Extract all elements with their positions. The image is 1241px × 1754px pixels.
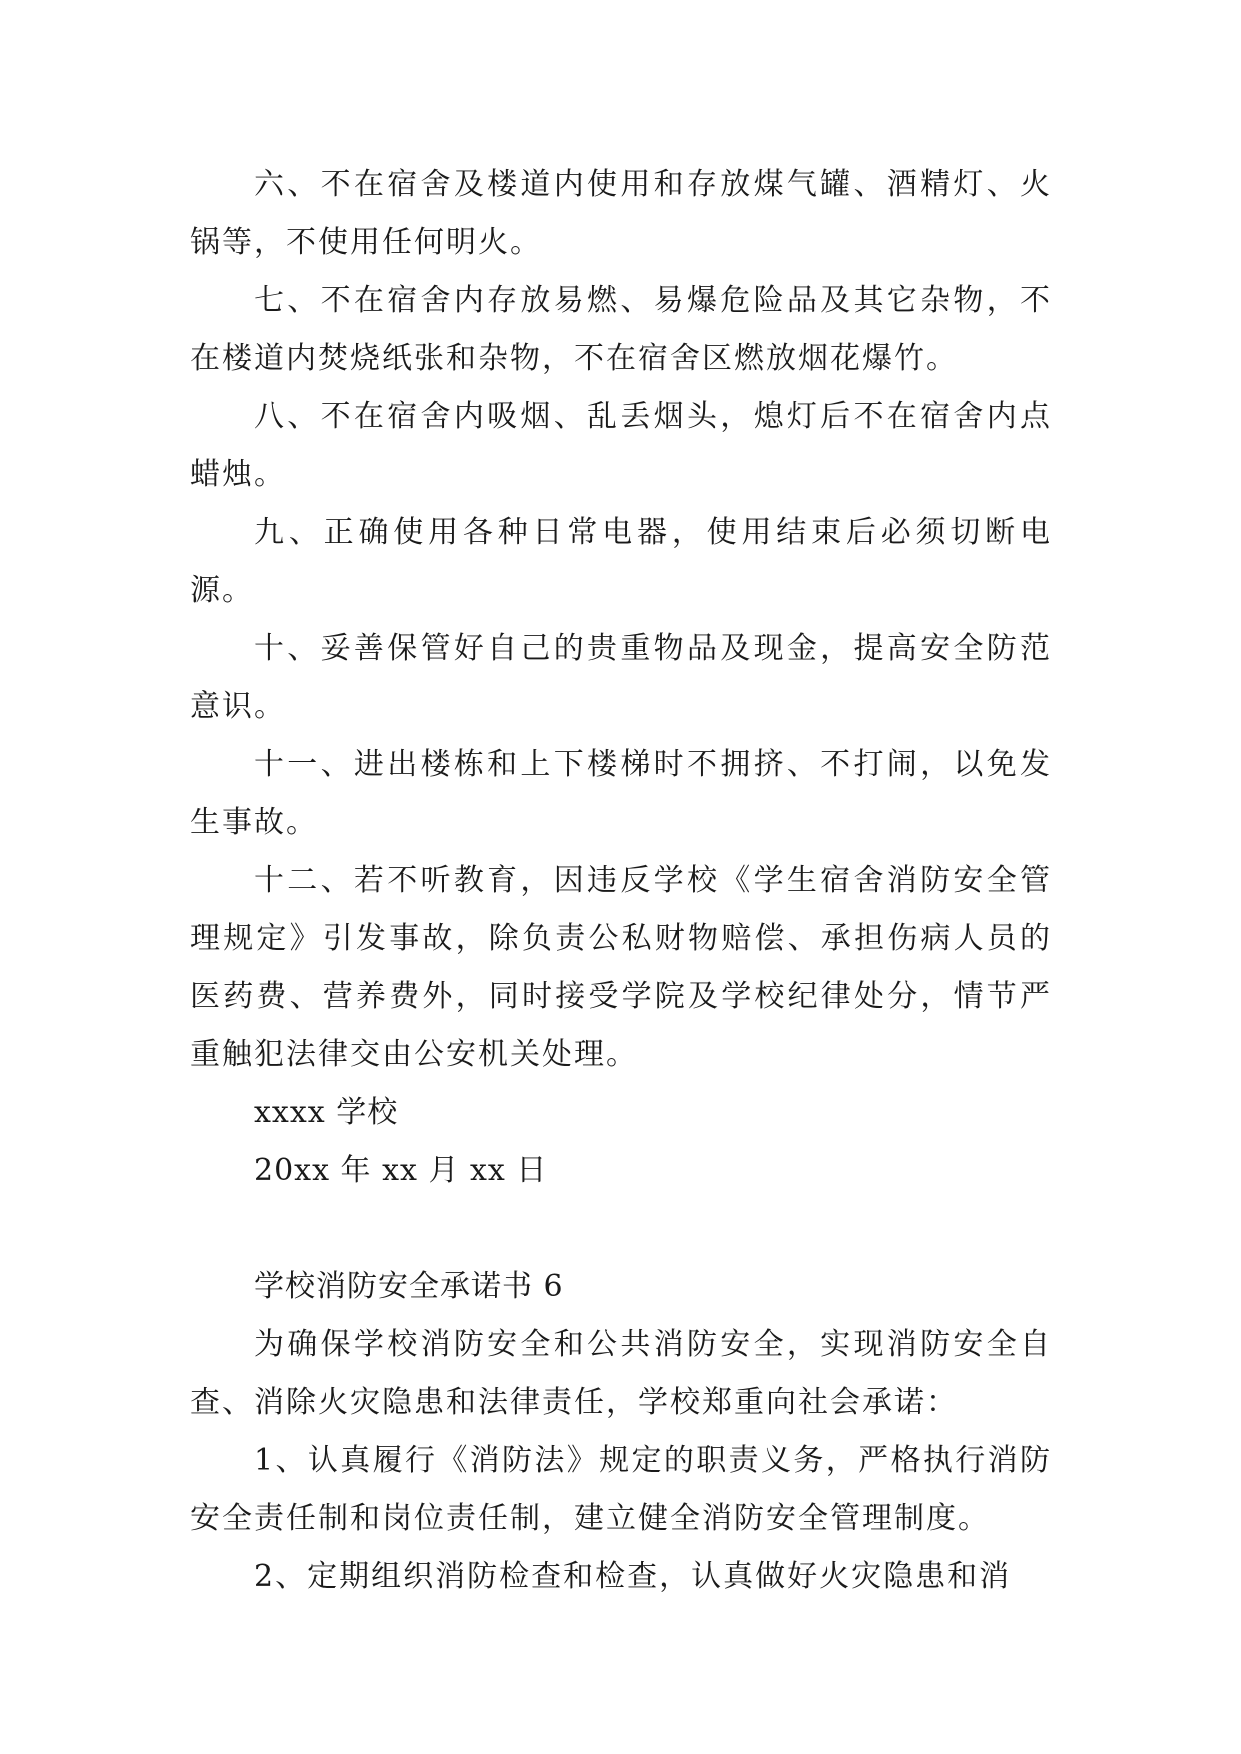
section-spacer [190, 1200, 1052, 1258]
paragraph-rule-7: 七、不在宿舍内存放易燃、易爆危险品及其它杂物，不在楼道内焚烧纸张和杂物，不在宿舍区燃放烟花爆竹。 [190, 283, 1052, 376]
paragraph-rule-8: 八、不在宿舍内吸烟、乱丢烟头，熄灯后不在宿舍内点蜡烛。 [190, 399, 1052, 492]
paragraph-pledge-1: 1、认真履行《消防法》规定的职责义务，严格执行消防安全责任制和岗位责任制，建立健全消防安全管理制度。 [190, 1443, 1052, 1536]
paragraph-rule-10: 十、妥善保管好自己的贵重物品及现金，提高安全防范意识。 [190, 631, 1052, 724]
paragraph-rule-9: 九、正确使用各种日常电器，使用结束后必须切断电源。 [190, 515, 1052, 608]
paragraph-pledge-2: 2、定期组织消防检查和检查，认真做好火灾隐患和消 [254, 1559, 1012, 1594]
paragraph-rule-12: 十二、若不听教育，因违反学校《学生宿舍消防安全管理规定》引发事故，除负责公私财物赔偿、承担伤病人员的医药费、营养费外，同时接受学院及学校纪律处分，情节严重触犯法律交由公安机关处理。 [190, 863, 1052, 1072]
document-body [190, 156, 1052, 1606]
signature-date: 20xx 年 xx 月 xx 日 [254, 1153, 548, 1188]
paragraph-rule-11: 十一、进出楼栋和上下楼梯时不拥挤、不打闹，以免发生事故。 [190, 747, 1052, 840]
paragraph-rule-6: 六、不在宿舍及楼道内使用和存放煤气罐、酒精灯、火锅等，不使用任何明火。 [190, 167, 1052, 260]
paragraph-intro: 为确保学校消防安全和公共消防安全，实现消防安全自查、消除火灾隐患和法律责任，学校郑重向社会承诺： [190, 1327, 1052, 1420]
section-title: 学校消防安全承诺书 6 [254, 1269, 564, 1304]
signature-school: xxxx 学校 [254, 1095, 399, 1130]
